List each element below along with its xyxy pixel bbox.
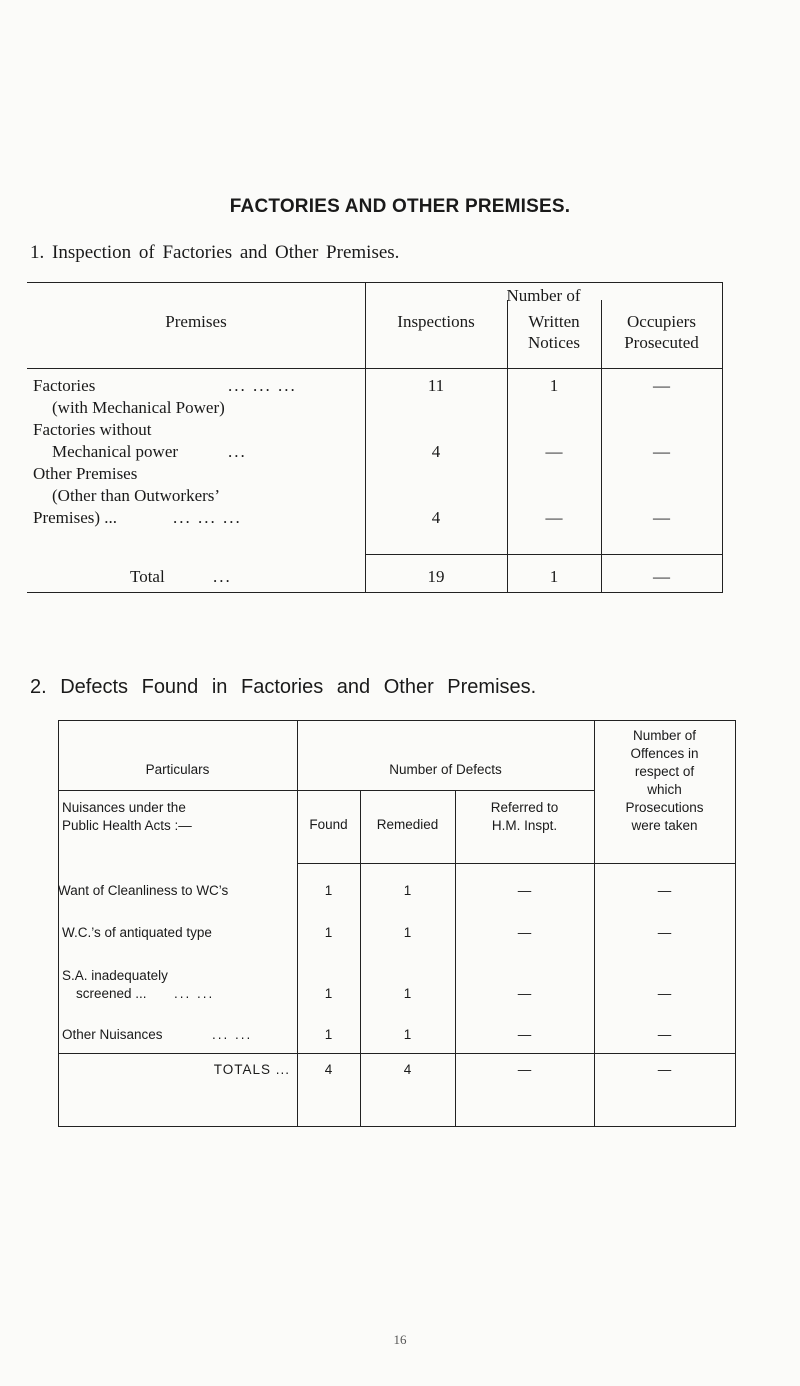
table1-top-border	[27, 282, 723, 283]
page-title: FACTORIES AND OTHER PREMISES.	[229, 196, 571, 217]
col-header-found: Found	[309, 817, 348, 832]
row-label: Want of Cleanliness to WC’s	[58, 883, 229, 898]
row-label-line: screened ... ... ...	[76, 986, 215, 1001]
row-label: Other Nuisances ... ...	[62, 1027, 253, 1042]
offences-cell: —	[657, 986, 672, 1001]
referred-cell: —	[517, 883, 532, 898]
header-line: which	[647, 782, 682, 797]
col-header-remedied: Remedied	[376, 817, 439, 832]
header-line: Prosecutions	[625, 800, 704, 815]
row-label-line: Factories without	[33, 420, 152, 439]
table1-total-border	[365, 554, 723, 555]
table2-subheader-border	[58, 790, 594, 791]
table2-bottom-border	[58, 1126, 736, 1127]
table1-right-border	[722, 282, 723, 592]
prosecuted-cell: —	[653, 376, 670, 395]
referred-cell: —	[517, 925, 532, 940]
header-line: H.M. Inspt.	[491, 818, 558, 833]
header-line: respect of	[634, 764, 695, 779]
header-line: Referred to	[490, 800, 559, 815]
row-label-line: S.A. inadequately	[62, 968, 168, 983]
table1-header-border	[27, 368, 723, 369]
row-label-line: Other Premises	[33, 464, 138, 483]
totals-label: TOTALS ...	[213, 1062, 290, 1077]
row-label-line: Mechanical power ...	[52, 442, 247, 461]
row-label: W.C.’s of antiquated type	[62, 925, 212, 940]
header-line: Nuisances under the	[62, 800, 186, 815]
found-cell: 1	[324, 1027, 333, 1042]
table2-top-border	[58, 720, 736, 721]
table1-bottom-border	[27, 592, 723, 593]
header-line: were taken	[631, 818, 698, 833]
col-header-nuisances	[62, 799, 192, 835]
total-found: 4	[324, 1062, 333, 1077]
inspections-cell: 4	[431, 442, 441, 461]
col-header-written-notices	[507, 311, 601, 353]
prosecuted-cell: —	[653, 508, 670, 527]
page-number: 16	[393, 1332, 407, 1347]
notices-cell: —	[545, 442, 563, 461]
col-header-number-of-defects: Number of Defects	[389, 762, 502, 777]
row-label-line: Factories ... ... ...	[33, 376, 297, 395]
col-header-particulars: Particulars	[145, 762, 210, 777]
inspections-cell: 4	[431, 508, 441, 527]
header-line: Number of	[632, 728, 697, 743]
header-line: Public Health Acts :—	[62, 818, 192, 833]
header-line: Occupiers	[627, 312, 696, 331]
col-header-premises: Premises	[165, 312, 227, 331]
row-label-line: (Other than Outworkers’	[52, 486, 221, 505]
total-referred: —	[517, 1062, 532, 1077]
table2-header-border	[297, 863, 736, 864]
total-label: Total ...	[130, 567, 232, 586]
offences-cell: —	[657, 925, 672, 940]
notices-cell: —	[545, 508, 563, 527]
table2-total-border	[58, 1053, 736, 1054]
remedied-cell: 1	[403, 883, 412, 898]
header-line: Offences in	[630, 746, 699, 761]
header-line: Notices	[528, 333, 580, 352]
col-header-offences	[594, 727, 735, 835]
total-notices: 1	[549, 567, 559, 586]
inspections-cell: 11	[427, 376, 445, 395]
row-label-line: (with Mechanical Power)	[52, 398, 225, 417]
section2-heading: 2. Defects Found in Factories and Other Premises.	[30, 676, 537, 698]
section1-heading: 1. Inspection of Factories and Other Premises.	[30, 242, 400, 263]
row-label-line: Premises) ... ... ... ...	[33, 508, 242, 527]
remedied-cell: 1	[403, 925, 412, 940]
found-cell: 1	[324, 986, 333, 1001]
notices-cell: 1	[549, 376, 559, 395]
total-inspections: 19	[427, 567, 445, 586]
remedied-cell: 1	[403, 1027, 412, 1042]
found-cell: 1	[324, 883, 333, 898]
referred-cell: —	[517, 986, 532, 1001]
col-header-referred	[455, 799, 594, 835]
remedied-cell: 1	[403, 986, 412, 1001]
col-header-number-of: Number of	[506, 286, 581, 305]
total-offences: —	[657, 1062, 672, 1077]
header-line: Written	[528, 312, 580, 331]
table2-right-border	[735, 720, 736, 1126]
prosecuted-cell: —	[653, 442, 670, 461]
offences-cell: —	[657, 883, 672, 898]
col-header-occupiers-prosecuted	[601, 311, 722, 353]
col-header-inspections: Inspections	[397, 312, 475, 331]
header-line: Prosecuted	[624, 333, 699, 352]
total-remedied: 4	[403, 1062, 412, 1077]
offences-cell: —	[657, 1027, 672, 1042]
total-prosecuted: —	[653, 567, 670, 586]
referred-cell: —	[517, 1027, 532, 1042]
found-cell: 1	[324, 925, 333, 940]
